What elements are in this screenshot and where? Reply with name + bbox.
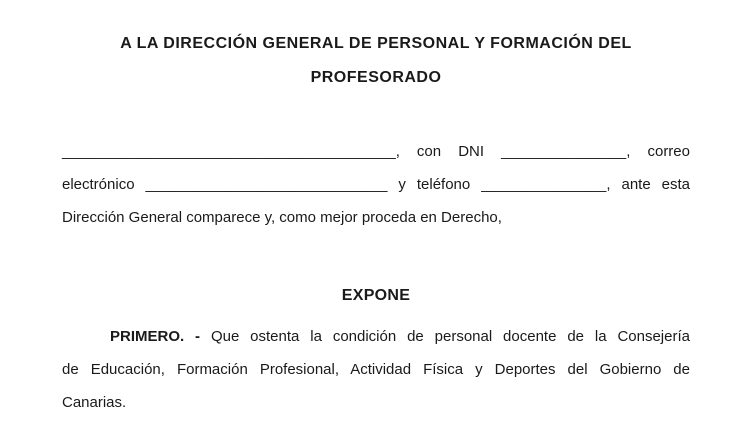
document-title-line-2: PROFESORADO — [310, 69, 442, 86]
primero-lead-label: PRIMERO. - — [110, 328, 211, 345]
intro-paragraph — [62, 135, 690, 234]
primero-paragraph — [62, 320, 690, 419]
document-title-line-1: A LA DIRECCIÓN GENERAL DE PERSONAL Y FORMACIÓN DEL — [120, 35, 632, 52]
intro-line-email-phone: electrónico _____________________________ y teléfono _______________, ante esta — [62, 176, 690, 193]
intro-line-blanks-dni: ________________________________________, con DNI _______________, correo — [62, 143, 690, 160]
document-title — [62, 27, 690, 95]
document-page — [0, 27, 750, 447]
intro-line-comparece: Dirección General comparece y, como mejor proceda en Derecho, — [62, 209, 502, 226]
primero-line-2: de Educación, Formación Profesional, Actividad Física y Deportes del Gobierno de — [62, 361, 690, 378]
expone-heading: EXPONE — [341, 287, 411, 304]
primero-line-1 — [62, 320, 690, 353]
primero-line-1-text: Que ostenta la condición de personal docente de la Consejería — [210, 328, 690, 345]
primero-line-3: Canarias. — [62, 394, 127, 411]
